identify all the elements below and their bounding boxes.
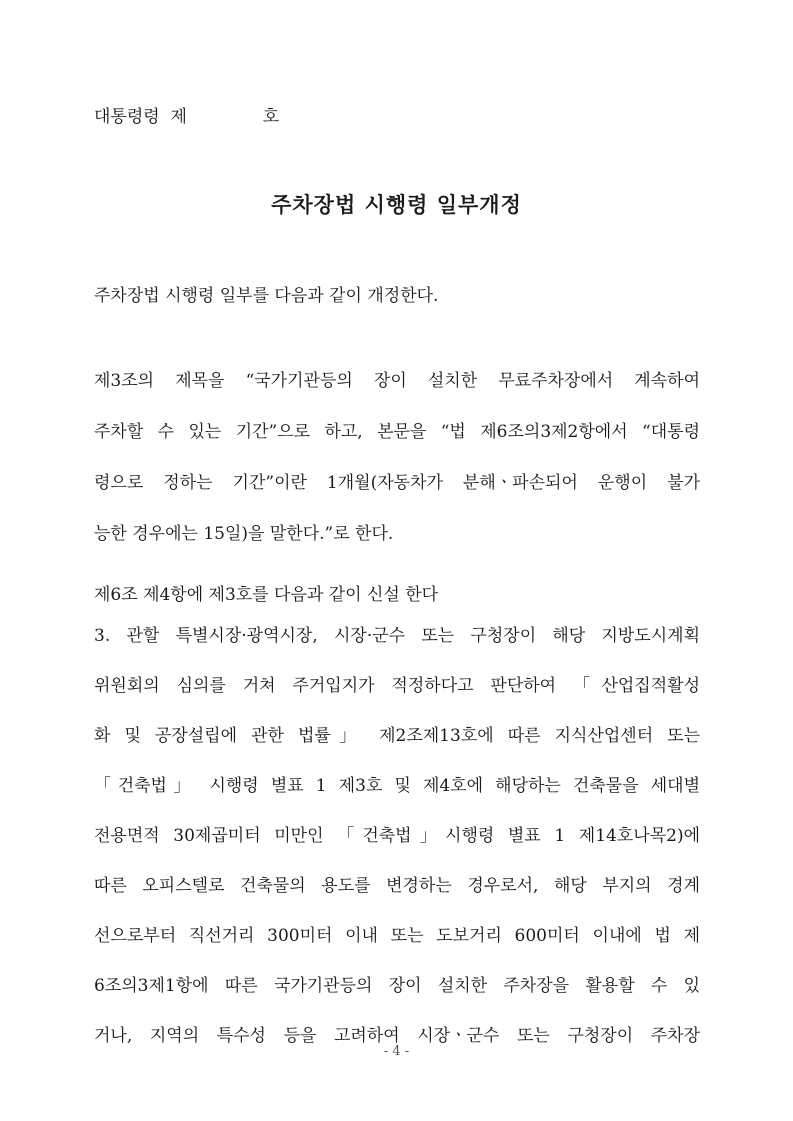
amendment-2-line: 거나, 지역의 특수성 등을 고려하여 시장ㆍ군수 또는 구청장이 주차장 <box>94 1026 700 1046</box>
amendment-2-line: 따른 오피스텔로 건축물의 용도를 변경하는 경우로서, 해당 부지의 경계 <box>94 876 700 896</box>
amendment-2-line: 3. 관할 특별시장·광역시장, 시장·군수 또는 구청장이 해당 지방도시계획 <box>94 626 700 646</box>
amendment-1-line: 주차할 수 있는 기간”으로 하고, 본문을 “법 제6조의3제2항에서 “대통령 <box>94 422 700 442</box>
amendment-2-line: 위원회의 심의를 거쳐 주거입지가 적정하다고 판단하여 「산업집적활성 <box>94 676 700 696</box>
amendment-2-line: 선으로부터 직선거리 300미터 이내 또는 도보거리 600미터 이내에 법 제 <box>94 926 700 946</box>
amendment-2-line: 전용면적 30제곱미터 미만인 「건축법」시행령 별표 1 제14호나목2)에 <box>94 826 700 846</box>
intro-paragraph <box>94 284 700 308</box>
amendment-1-line: 령으로 정하는 기간”이란 1개월(자동차가 분해ㆍ파손되어 운행이 불가 <box>94 473 700 493</box>
amendment-2-heading: 제6조 제4항에 제3호를 다음과 같이 신설 한다 <box>94 585 439 605</box>
intro-line: 주차장법 시행령 일부를 다음과 같이 개정한다. <box>94 286 439 306</box>
page-number: - 4 - <box>383 1044 410 1059</box>
amendment-2-line: 화 및 공장설립에 관한 법률」 제2조제13호에 따른 지식산업센터 또는 <box>94 726 700 746</box>
amendment-1-line: 제3조의 제목을 “국가기관등의 장이 설치한 무료주차장에서 계속하여 <box>94 371 700 391</box>
decree-number-label: 대통령령 제 호 <box>94 107 279 127</box>
document-title: 주차장법 시행령 일부개정 <box>271 192 522 217</box>
amendment-article-3 <box>94 369 700 546</box>
amendment-article-6 <box>94 583 700 1048</box>
amendment-1-line: 능한 경우에는 15일)을 말한다.”로 한다. <box>94 524 394 544</box>
amendment-2-line: 「건축법」 시행령 별표 1 제3호 및 제4호에 해당하는 건축물을 세대별 <box>94 776 700 796</box>
amendment-2-line: 6조의3제1항에 따른 국가기관등의 장이 설치한 주차장을 활용할 수 있 <box>94 976 700 996</box>
